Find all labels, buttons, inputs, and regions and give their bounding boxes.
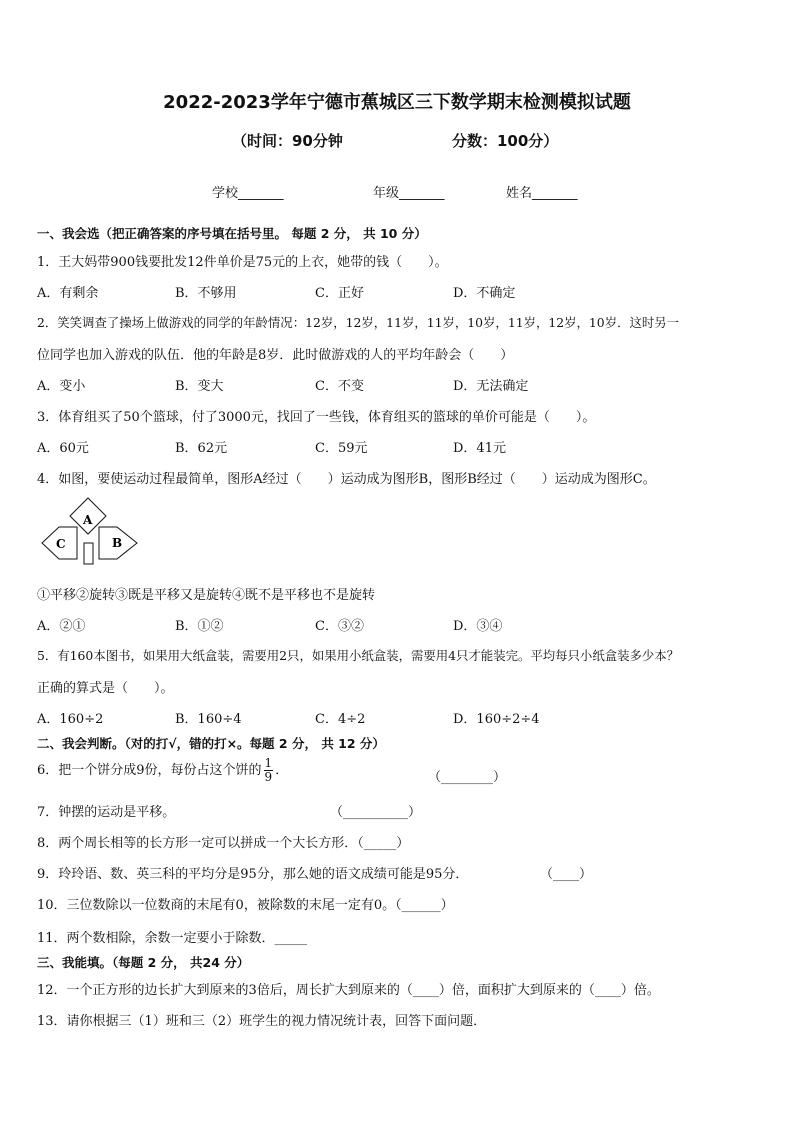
q4-option-b: B．①② — [175, 619, 224, 634]
figure-label-a: A — [83, 513, 93, 527]
question-4: 4．如图，要使运动过程最简单，图形A经过（ ）运动成为图形B，图形B经过（ ）运动成为图形C。 — [37, 472, 656, 487]
q2-option-c: C．不变 — [315, 379, 364, 394]
fraction-one-ninth: $\frac{1}{9}$ — [264, 756, 273, 784]
q4-option-a: A．②① — [37, 619, 86, 634]
figure-stem — [84, 543, 93, 564]
q4-choice-list: ①平移②旋转③既是平移又是旋转④既不是平移也不是旋转 — [37, 588, 376, 603]
q5-option-d: D．160÷2÷4 — [453, 712, 540, 727]
exam-score: 分数：100分） — [452, 132, 559, 150]
q1-option-d: D．不确定 — [453, 286, 516, 301]
question-11: 11．两个数相除，余数一定要小于除数．_____ — [37, 931, 308, 946]
question-5-line1: 5．有160本图书，如果用大纸盒装，需要用2只，如果用小纸盒装，需要用4只才能装完。平均每只小纸盒装多少本？ — [37, 648, 680, 663]
question-2-line2: 位同学也加入游戏的队伍．他的年龄是8岁．此时做游戏的人的平均年龄会（ ） — [37, 348, 514, 363]
q1-option-b: B．不够用 — [175, 286, 237, 301]
section-heading-1: 一、我会选（把正确答案的序号填在括号里。 每题 2 分， 共 10 分） — [37, 226, 427, 241]
question-9: 9．玲玲语、数、英三科的平均分是95分，那么她的语文成绩可能是95分． — [37, 867, 469, 882]
section-heading-3: 三、我能填。（每题 2 分， 共24 分） — [37, 955, 250, 970]
question-3: 3．体育组买了50个篮球，付了3000元，找回了一些钱，体育组买的篮球的单价可能是（ ）。 — [37, 410, 596, 425]
q5-option-a: A．160÷2 — [37, 712, 104, 727]
question-6 — [37, 757, 288, 784]
q3-option-b: B．62元 — [175, 441, 228, 456]
figure-label-c: C — [56, 537, 66, 551]
section-heading-2: 二、我会判断。（对的打√，错的打×。每题 2 分， 共 12 分） — [37, 736, 385, 751]
q2-option-d: D．无法确定 — [453, 379, 529, 394]
name-field: 姓名_______ — [506, 186, 578, 201]
question-12: 12．一个正方形的边长扩大到原来的3倍后，周长扩大到原来的（____）倍，面积扩大到原来的（____）倍。 — [37, 983, 660, 998]
q5-option-b: B．160÷4 — [175, 712, 242, 727]
school-field: 学校_______ — [212, 186, 284, 201]
q4-option-d: D．③④ — [453, 619, 503, 634]
q4-option-c: C．③② — [315, 619, 364, 634]
question-5-line2: 正确的算式是（ ）。 — [37, 681, 174, 696]
question-2-line1: 2．笑笑调查了操场上做游戏的同学的年龄情况：12岁，12岁，11岁，11岁，10岁，11岁，12岁，10岁．这时另一 — [37, 315, 680, 330]
page-title: 2022-2023学年宁德市蕉城区三下数学期末检测模拟试题 — [163, 92, 631, 113]
q1-option-a: A．有剩余 — [37, 286, 99, 301]
q7-answer-blank[interactable]: （__________） — [330, 805, 422, 820]
question-6-tail: ． — [275, 763, 289, 778]
q9-answer-blank[interactable]: （____） — [540, 867, 593, 882]
q5-option-c: C．4÷2 — [315, 712, 366, 727]
q3-option-d: D．41元 — [453, 441, 506, 456]
q3-option-c: C．59元 — [315, 441, 368, 456]
question-1: 1．王大妈带900钱要批发12件单价是75元的上衣，她带的钱（ ）。 — [37, 255, 448, 270]
exam-time: （时间：90分钟 — [232, 132, 343, 150]
question-6-text: 6．把一个饼分成9份，每份占这个饼的 — [37, 763, 262, 778]
q2-option-a: A．变小 — [37, 379, 86, 394]
question-7: 7．钟摆的运动是平移。 — [37, 805, 176, 820]
q2-option-b: B．变大 — [175, 379, 224, 394]
question-8: 8．两个周长相等的长方形一定可以拼成一个大长方形．（_____） — [37, 836, 410, 851]
q6-answer-blank[interactable]: （________） — [428, 770, 507, 785]
question-13: 13．请你根据三（1）班和三（2）班学生的视力情况统计表，回答下面问题． — [37, 1014, 487, 1029]
rotation-figure — [40, 496, 142, 568]
question-10: 10．三位数除以一位数商的末尾有0，被除数的末尾一定有0。（______） — [37, 898, 454, 913]
grade-field: 年级_______ — [373, 186, 445, 201]
q1-option-c: C．正好 — [315, 286, 364, 301]
figure-label-b: B — [112, 536, 123, 550]
q3-option-a: A．60元 — [37, 441, 89, 456]
